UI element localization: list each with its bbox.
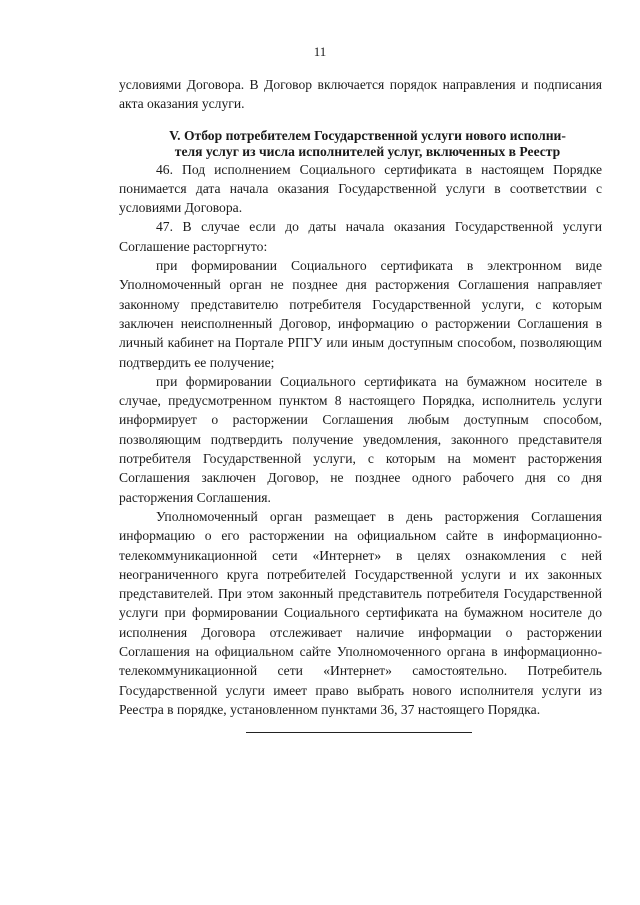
paragraph-46: 46. Под исполнением Социального сертификата в настоящем Порядке понимается дата начала оказания Государственной услуги в соответствии с условиями Договора. (119, 161, 602, 216)
paragraph-authorized-body: Уполномоченный орган размещает в день расторжения Соглашения информацию о его расторжении на официальном сайте в информационно-телекоммуникационной сети «Интернет» в целях ознакомления с ней неограниченного круга потребителей Государственной услуги и их законных представителей. При этом законный представитель потребителя Государственной услуги при формировании Социального сертификата на бумажном носителе до исполнения Договора отслеживает наличие информации о расторжении Соглашения на официальном сайте Уполномоченного органа в информационно-телекоммуникационной сети «Интернет» самостоятельно. Потребитель Государственной услуги имеет право выбрать нового исполнителя услуги из Реестра в порядке, установленном пунктами 36, 37 настоящего Порядка. (119, 508, 602, 717)
page-number: 11 (313, 44, 327, 59)
document-body (119, 75, 602, 733)
end-divider (246, 732, 472, 733)
paragraph-continuation: условиями Договора. В Договор включается порядок направления и подписания акта оказания услуги. (119, 77, 602, 112)
paragraph-electronic-certificate: при формировании Социального сертификата в электронном виде Уполномоченный орган не позднее дня расторжения Соглашения направляет законному представителю потребителя Государственной услуги, с которым заключен неисполненный Договор, информацию о расторжении Соглашения в личный кабинет на Портале РПГУ или иным доступным способом, позволяющим подтвердить ее получение; (119, 258, 602, 370)
section-heading-line-1: V. Отбор потребителем Государственной услуги нового исполни- (169, 127, 566, 143)
section-heading-line-2: теля услуг из числа исполнителей услуг, включенных в Реестр (174, 143, 561, 159)
section-heading (119, 128, 602, 160)
paragraph-paper-certificate: при формировании Социального сертификата на бумажном носителе в случае, предусмотренном пунктом 8 настоящего Порядка, исполнитель услуги информирует о расторжении Соглашения любым доступным способом, позволяющим подтвердить получение уведомления, законного представителя потребителя Государственной услуги, с которым на момент расторжения Соглашения заключен Договор, не позднее одного рабочего дня со дня расторжения Соглашения. (119, 373, 602, 505)
paragraph-47: 47. В случае если до даты начала оказания Государственной услуги Соглашение расторгнуто: (119, 219, 602, 254)
